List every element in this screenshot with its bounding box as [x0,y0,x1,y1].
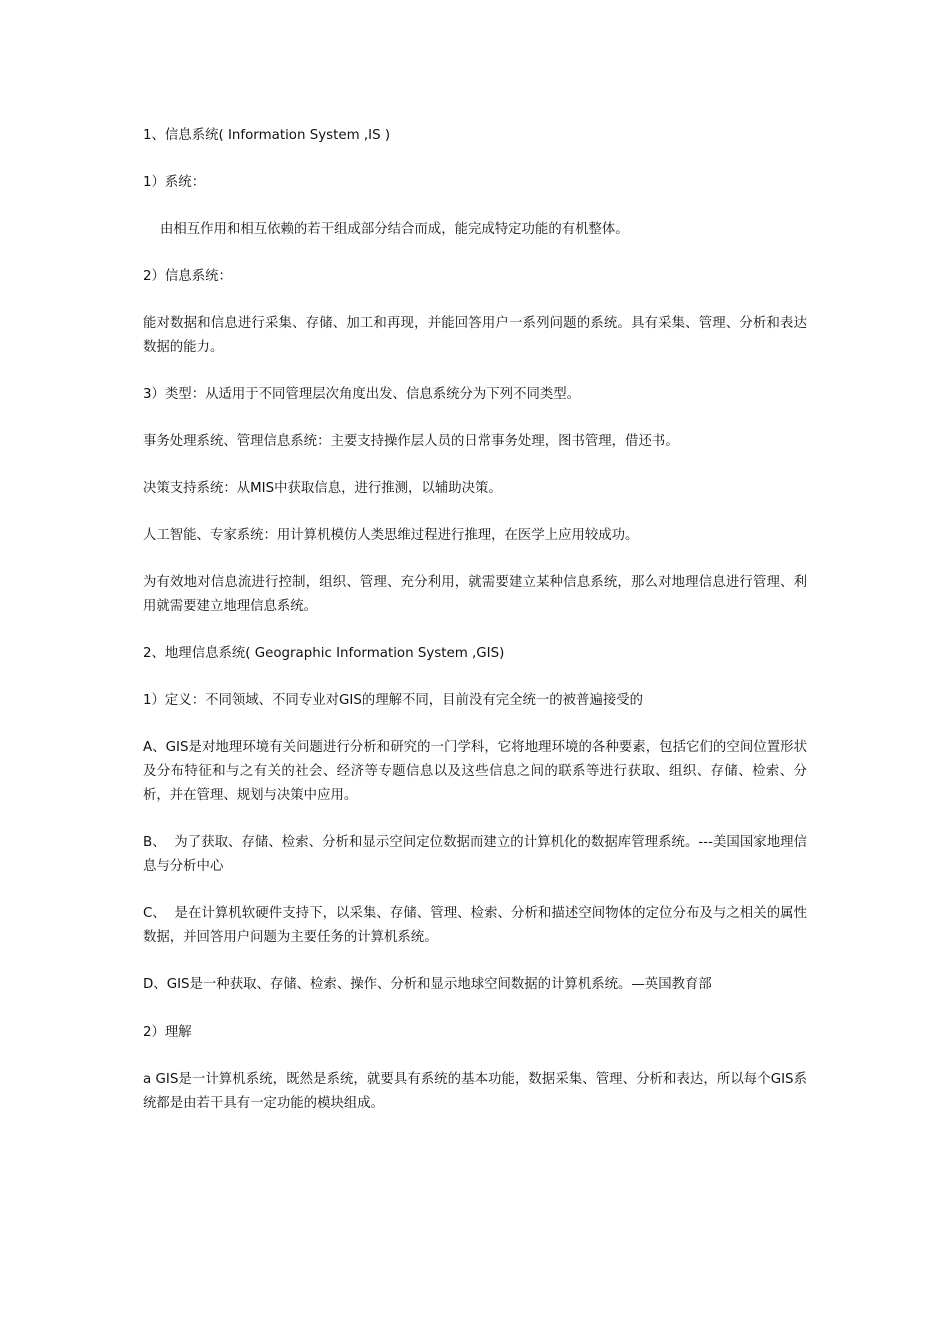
type-expert-system: 人工智能、专家系统：用计算机模仿人类思维过程进行推理，在医学上应用较成功。 [143,528,639,543]
system-definition: 由相互作用和相互依赖的若干组成部分结合而成，能完成特定功能的有机整体。 [160,222,629,237]
type-transaction-mis: 事务处理系统、管理信息系统：主要支持操作层人员的日常事务处理，图书管理，借还书。 [143,434,679,449]
subsection-understanding-heading: 2）理解 [143,1025,192,1040]
document-body [143,124,807,1139]
info-system-summary: 为有效地对信息流进行控制，组织、管理、充分利用，就需要建立某种信息系统，那么对地理信息进行管理、利用就需要建立地理信息系统。 [143,575,807,614]
type-decision-support: 决策支持系统：从MIS中获取信息，进行推测，以辅助决策。 [143,481,502,496]
gis-definition-d: D、GIS是一种获取、存储、检索、操作、分析和显示地球空间数据的计算机系统。—英国教育部 [143,977,712,992]
understanding-a: a GIS是一计算机系统，既然是系统，就要具有系统的基本功能，数据采集、管理、分析和表达，所以每个GIS系统都是由若干具有一定功能的模块组成。 [143,1072,807,1111]
gis-definition-a: A、GIS是对地理环境有关问题进行分析和研究的一门学科，它将地理环境的各种要素，包括它们的空间位置形状及分布特征和与之有关的社会、经济等专题信息以及这些信息之间的联系等进行获取、组织、存储、检索、分析，并在管理、规划与决策中应用。 [143,740,807,803]
subsection-types-heading: 3）类型：从适用于不同管理层次角度出发、信息系统分为下列不同类型。 [143,387,581,402]
gis-definition-intro: 1）定义：不同领域、不同专业对GIS的理解不同，目前没有完全统一的被普遍接受的 [143,693,644,708]
section-1-heading: 1、信息系统( Information System ,IS ) [143,128,391,143]
section-2-heading: 2、地理信息系统( Geographic Information System ,GIS) [143,646,505,661]
gis-definition-c: C、 是在计算机软硬件支持下，以采集、存储、管理、检索、分析和描述空间物体的定位分布及与之相关的属性数据，并回答用户问题为主要任务的计算机系统。 [143,906,807,945]
info-system-definition: 能对数据和信息进行采集、存储、加工和再现，并能回答用户一系列问题的系统。具有采集、管理、分析和表达数据的能力。 [143,316,807,355]
subsection-system-heading: 1）系统： [143,175,206,190]
subsection-info-system-heading: 2）信息系统： [143,269,232,284]
gis-definition-b: B、 为了获取、存储、检索、分析和显示空间定位数据而建立的计算机化的数据库管理系统。---美国国家地理信息与分析中心 [143,835,807,874]
